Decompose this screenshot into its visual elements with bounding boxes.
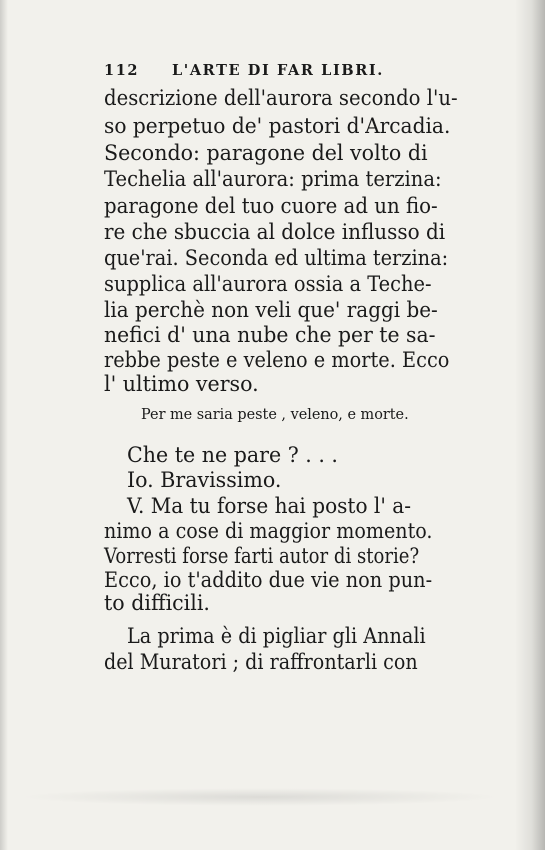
text-line: supplica all'aurora ossia a Teche- xyxy=(104,272,432,296)
text-line: re che sbuccia al dolce influsso di xyxy=(104,220,446,244)
text-line: La prima è di pigliar gli Annali xyxy=(127,624,426,648)
text-line: del Muratori ; di raffrontarli con xyxy=(104,650,418,674)
text-line: Vorresti forse farti autor di storie? xyxy=(104,544,420,568)
text-line: rebbe peste e veleno e morte. Ecco xyxy=(104,348,450,372)
running-head: L'ARTE DI FAR LIBRI. xyxy=(172,62,384,79)
page-header xyxy=(104,62,464,84)
text-line: lia perchè non veli que' raggi be- xyxy=(104,298,438,322)
text-line: Techelia all'aurora: prima terzina: xyxy=(104,167,442,191)
text-line: descrizione dell'aurora secondo l'u- xyxy=(104,86,458,110)
page-binding-shadow xyxy=(0,0,8,850)
text-line: V. Ma tu forse hai posto l' a- xyxy=(127,494,411,518)
text-line: Ecco, io t'addito due vie non pun- xyxy=(104,568,433,592)
text-line: nefici d' una nube che per te sa- xyxy=(104,323,436,347)
text-line: Secondo: paragone del volto di xyxy=(104,141,428,165)
paper-smudge xyxy=(20,788,500,806)
text-line: paragone del tuo cuore ad un fio- xyxy=(104,194,438,218)
page-number: 112 xyxy=(104,62,140,79)
text-line: que'rai. Seconda ed ultima terzina: xyxy=(104,246,449,270)
text-line: Io. Bravissimo. xyxy=(127,468,282,492)
text-line: l' ultimo verso. xyxy=(104,372,259,396)
quoted-verse: Per me saria peste , veleno, e morte. xyxy=(141,405,409,423)
page-edge-shadow xyxy=(515,0,545,850)
text-line: nimo a cose di maggior momento. xyxy=(104,519,433,543)
text-line: Che te ne pare ? . . . xyxy=(127,443,338,467)
text-line: to difficili. xyxy=(104,591,210,615)
text-line: so perpetuo de' pastori d'Arcadia. xyxy=(104,114,451,138)
